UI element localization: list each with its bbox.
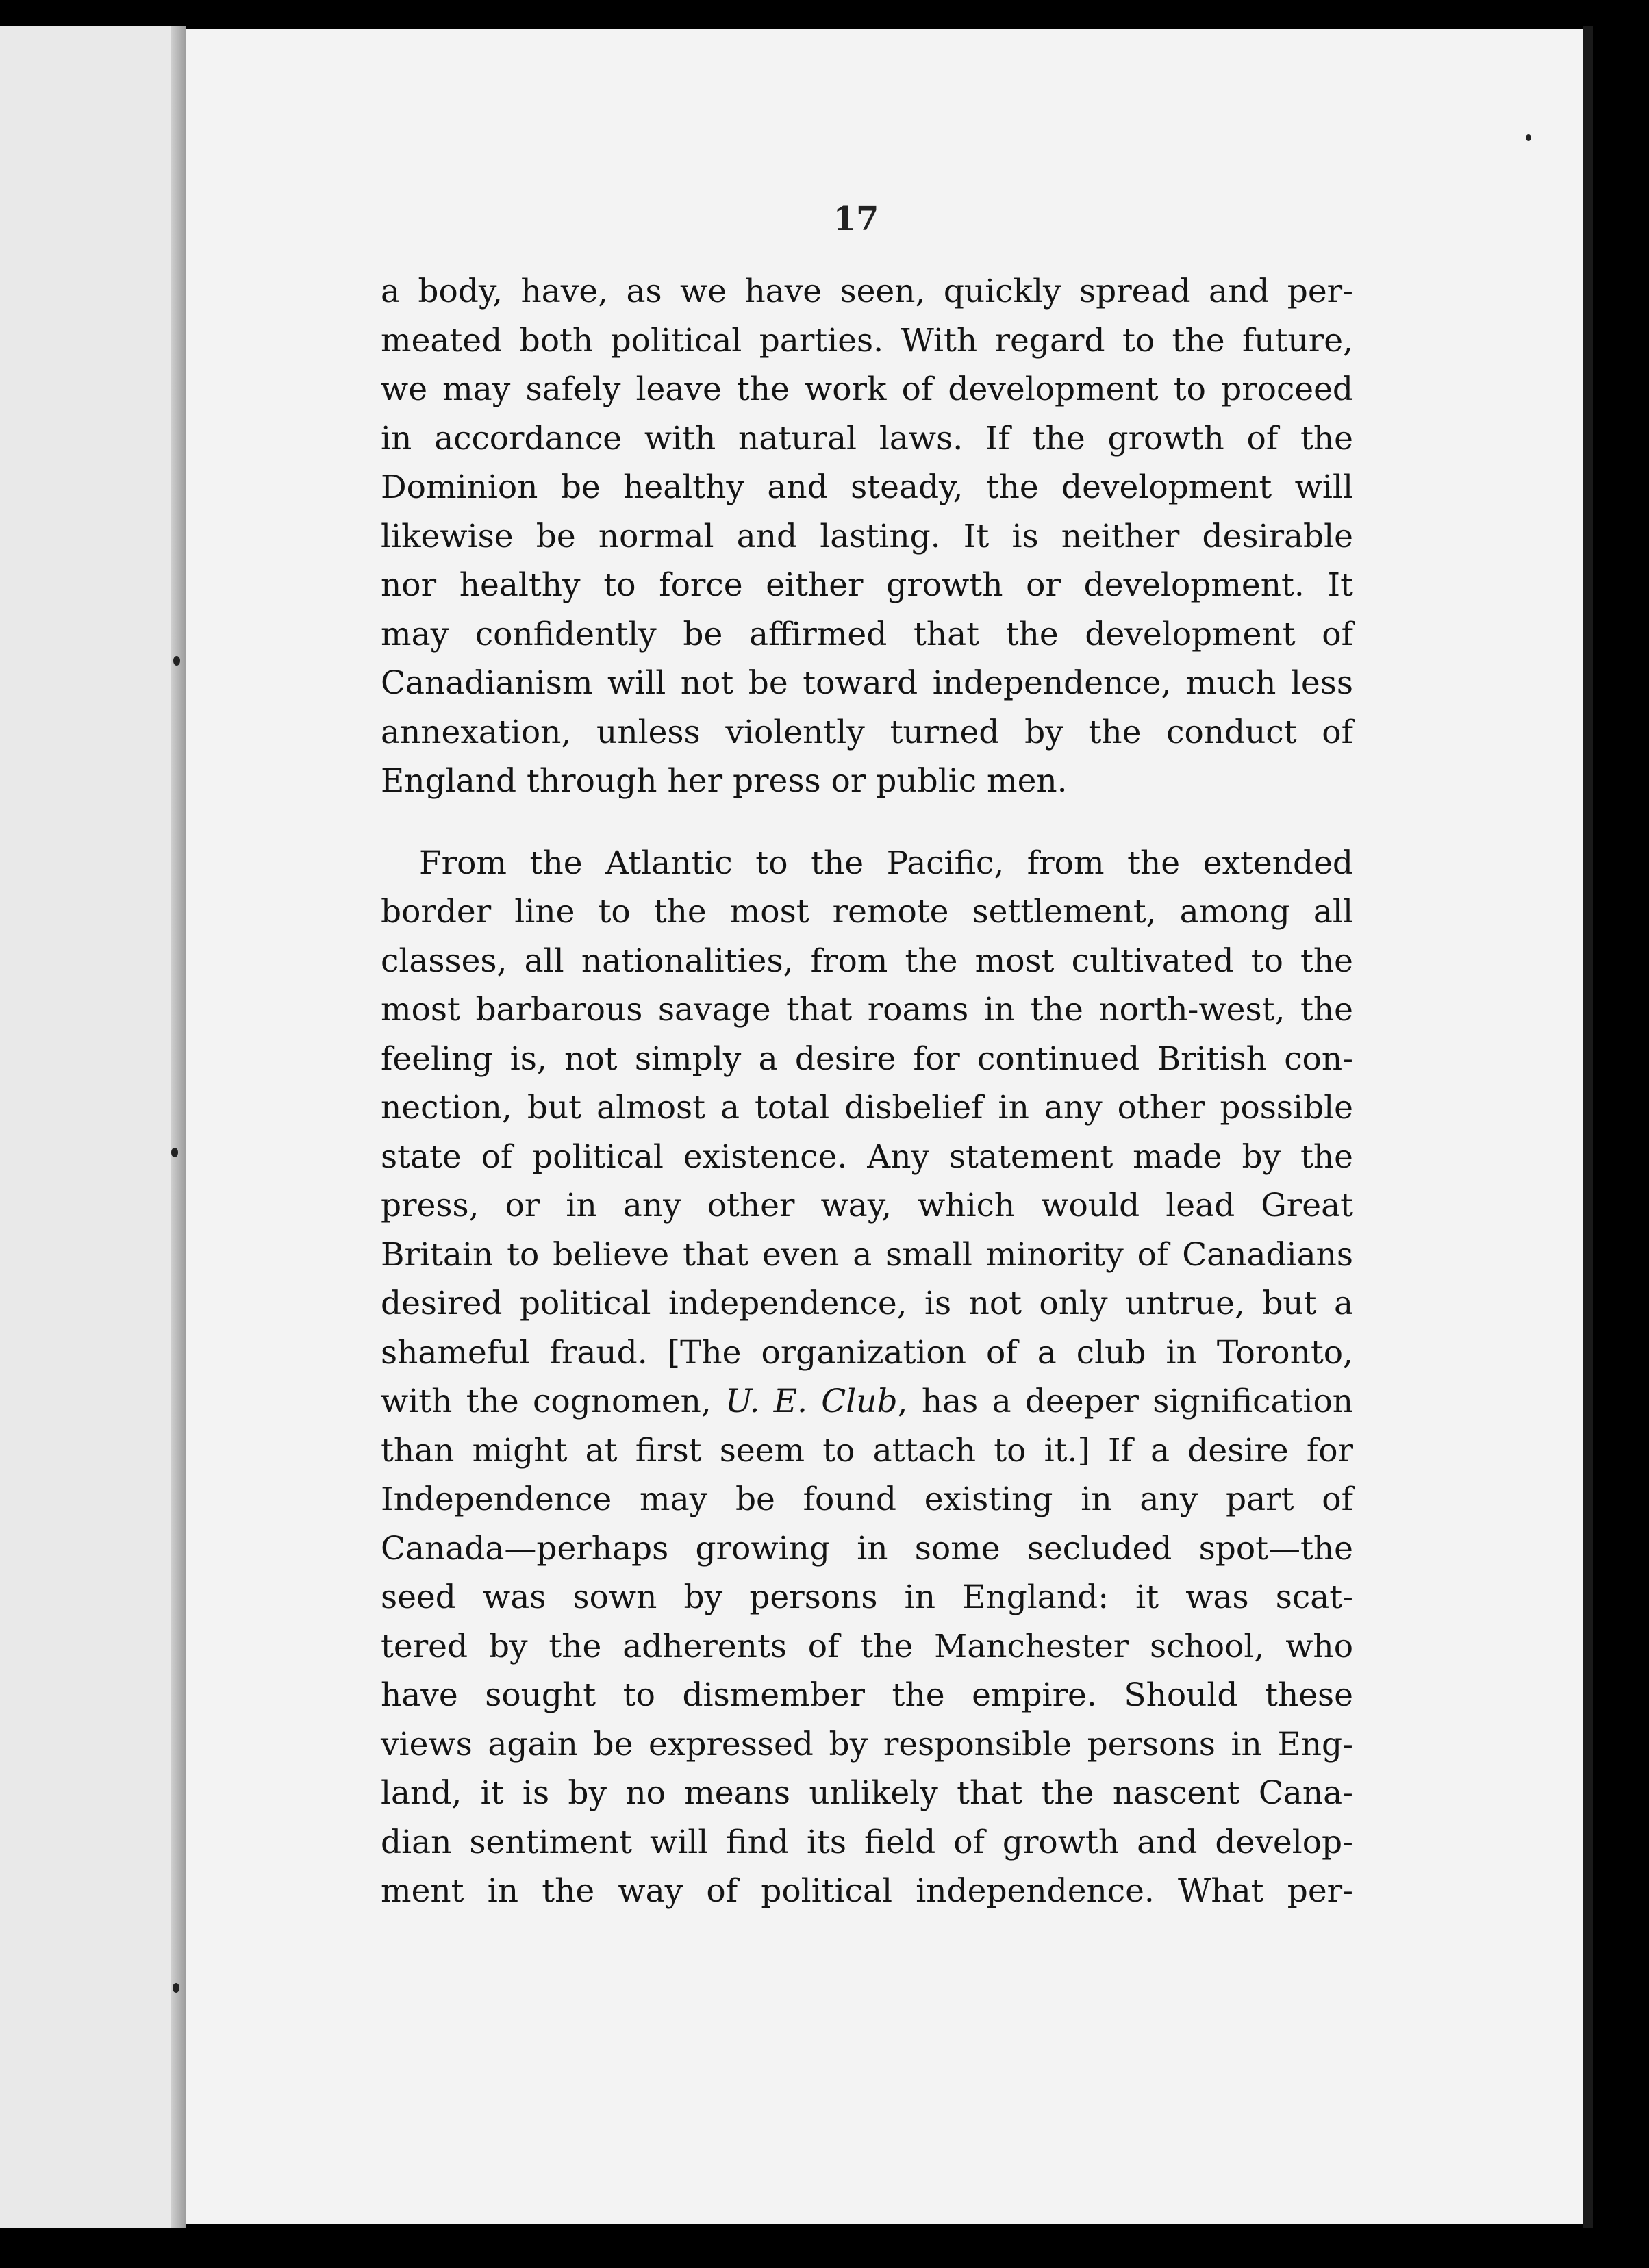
text-line: state of political existence. Any statement made by the	[381, 1137, 1353, 1176]
text-line: than might at first seem to attach to it.] If a desire for	[381, 1431, 1353, 1470]
margin-mark	[1526, 134, 1531, 141]
text-line: border line to the most remote settlement, among all	[381, 893, 1353, 931]
margin-mark	[171, 1148, 178, 1157]
page-number: 17	[833, 200, 879, 238]
left-page-edge	[0, 26, 186, 2228]
text-line: views again be expressed by responsible persons in Eng-	[381, 1725, 1353, 1763]
text-line: From the Atlantic to the Pacific, from the extended	[419, 844, 1353, 882]
text-line: we may safely leave the work of development to proceed	[381, 370, 1353, 408]
text-line: Dominion be healthy and steady, the development will	[381, 468, 1353, 506]
text-line: press, or in any other way, which would lead Great	[381, 1187, 1353, 1224]
text-line: nor healthy to force either growth or development. It	[381, 566, 1353, 604]
text-line: desired political independence, is not only untrue, but a	[381, 1285, 1353, 1322]
text-line: ment in the way of political independence. What per-	[381, 1872, 1353, 1910]
text-line: dian sentiment will find its field of growth and develop-	[381, 1823, 1353, 1861]
text-line: feeling is, not simply a desire for continued British con-	[381, 1040, 1353, 1078]
body-text	[381, 267, 1353, 1916]
right-page-edge	[1583, 26, 1593, 2228]
text-line: most barbarous savage that roams in the north-west, the	[381, 991, 1353, 1029]
text-line: England through her press or public men.	[381, 762, 1068, 800]
text-line: nection, but almost a total disbelief in any other possible	[381, 1089, 1353, 1126]
text-line: Britain to believe that even a small minority of Canadians	[381, 1235, 1353, 1274]
text-line: Canadianism will not be toward independence, much less	[381, 664, 1353, 702]
text-line: seed was sown by persons in England: it was scat-	[381, 1578, 1353, 1616]
text-line: tered by the adherents of the Manchester school, who	[381, 1627, 1353, 1665]
paragraph-1	[381, 267, 1353, 806]
margin-mark	[173, 1983, 179, 1993]
gutter-shadow	[171, 26, 186, 2228]
text-line: shameful fraud. [The organization of a club in Toronto,	[381, 1333, 1353, 1372]
text-line: have sought to dismember the empire. Should these	[381, 1676, 1353, 1714]
text-line: with the cognomen, U. E. Club, has a deeper signification	[381, 1383, 1354, 1420]
paragraph-2	[381, 839, 1353, 1916]
text-line: land, it is by no means unlikely that the nascent Cana-	[381, 1774, 1353, 1812]
text-line: meated both political parties. With regard to the future,	[381, 321, 1353, 360]
text-line: Independence may be found existing in any part of	[381, 1480, 1353, 1518]
text-line: classes, all nationalities, from the most cultivated to the	[381, 942, 1353, 980]
text-line: Canada—perhaps growing in some secluded spot—the	[381, 1529, 1353, 1567]
text-line: may confidently be affirmed that the development of	[381, 615, 1353, 653]
margin-mark	[173, 656, 180, 666]
text-line: a body, have, as we have seen, quickly spread and per-	[381, 273, 1353, 310]
text-line: annexation, unless violently turned by the conduct of	[381, 713, 1353, 751]
text-line: likewise be normal and lasting. It is neither desirable	[381, 517, 1353, 555]
text-line: in accordance with natural laws. If the growth of the	[381, 419, 1353, 457]
